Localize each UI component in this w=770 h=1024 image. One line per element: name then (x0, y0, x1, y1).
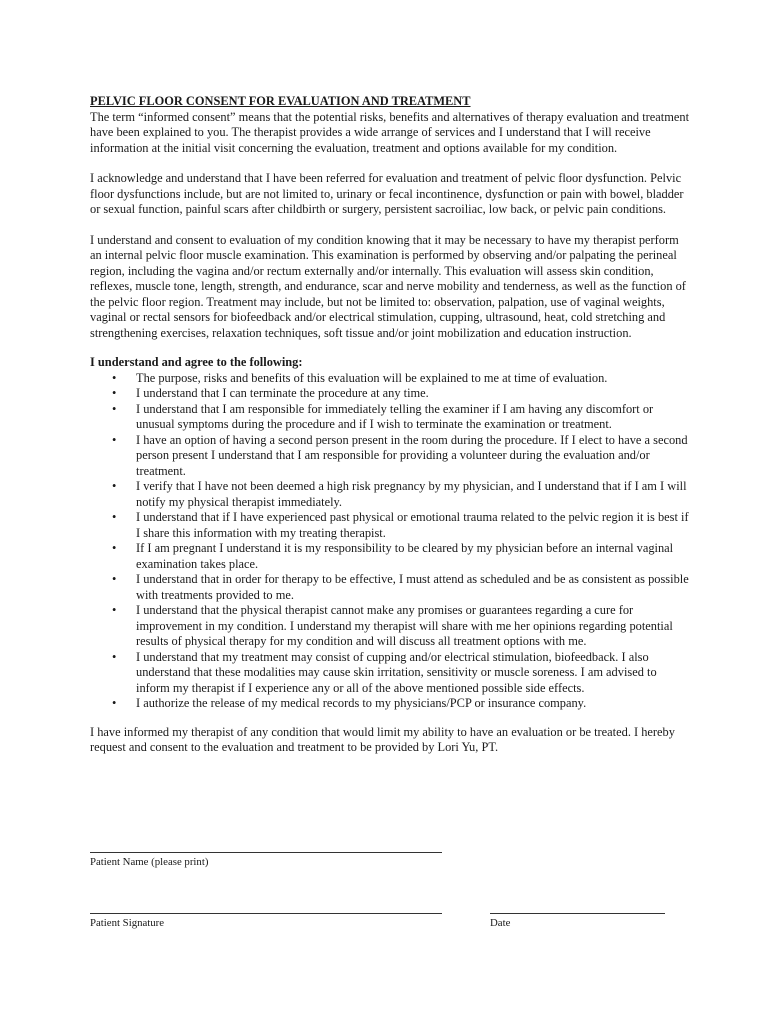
agreement-list (90, 371, 690, 712)
informed-consent-paragraph: The term “informed consent” means that the potential risks, benefits and alternatives of therapy evaluation and treatment have been explained to you. The therapist provides a wide arrange of services and I understand that I will receive information at the initial visit concerning the evaluation, treatment and options available for my condition. (90, 109, 690, 155)
patient-name-line[interactable] (90, 852, 442, 853)
bullet-icon: • (112, 541, 117, 555)
agreement-item-text: I understand that my treatment may consist of cupping and/or electrical stimulation, biofeedback. I also understand that these modalities may cause skin irritation, sensitivity or muscle soreness. I am advised to inform my therapist if I experience any or all of the above mentioned possible side effects. (136, 649, 657, 695)
consent-document (90, 94, 690, 756)
agreement-item-text: I verify that I have not been deemed a high risk pregnancy by my physician, and I understand that if I am I will notify my physical therapist immediately. (136, 479, 687, 509)
agreement-item-text: The purpose, risks and benefits of this evaluation will be explained to me at time of evaluation. (136, 370, 608, 385)
bullet-icon: • (112, 370, 117, 385)
agreement-item (90, 541, 690, 572)
patient-signature-line[interactable] (90, 913, 442, 914)
agreement-item-text: I understand that in order for therapy to be effective, I must attend as scheduled and be as consistent as possible with treatments provided to me. (136, 572, 689, 602)
bullet-icon: • (112, 401, 117, 416)
bullet-icon: • (112, 510, 117, 524)
bullet-icon: • (112, 479, 117, 493)
patient-signature-field[interactable] (90, 913, 442, 930)
agreement-item-text: I understand that I am responsible for immediately telling the examiner if I am having any discomfort or unusual symptoms during the procedure and if I wish to terminate the examination or treatment. (136, 401, 654, 431)
agreement-item (90, 572, 690, 603)
agree-heading: I understand and agree to the following: (90, 355, 303, 369)
bullet-icon: • (112, 386, 117, 400)
date-line[interactable] (490, 913, 665, 914)
bullet-icon: • (112, 432, 117, 447)
agreement-item (90, 433, 690, 480)
agreement-item-text: If I am pregnant I understand it is my responsibility to be cleared by my physician before an internal vaginal examination takes place. (136, 541, 674, 571)
agreement-item (90, 371, 690, 387)
agreement-item (90, 402, 690, 433)
bullet-icon: • (112, 572, 117, 586)
bullet-icon: • (112, 696, 117, 710)
bullet-icon: • (112, 649, 117, 664)
document-title: PELVIC FLOOR CONSENT FOR EVALUATION AND TREATMENT (90, 94, 471, 108)
agreement-item (90, 696, 690, 712)
agreement-item (90, 479, 690, 510)
agreement-item-text: I understand that the physical therapist cannot make any promises or guarantees regarding a cure for improvement in my condition. I understand my therapist will share with me her opinions regarding potential results of physical therapy for my condition and will discuss all treatment options with me. (136, 603, 673, 648)
examination-paragraph: I understand and consent to evaluation of my condition knowing that it may be necessary to have my therapist perform an internal pelvic floor muscle examination. This examination is performed by observing and/or palpating the perineal region, including the vagina and/or rectum externally and/or internally. This evaluation will assess skin condition, reflexes, muscle tone, length, strength, and endurance, scar and nerve mobility and tenderness, as well as the function of the pelvic floor region. Treatment may include, but not be limited to: observation, palpation, use of vaginal weights, vaginal or rectal sensors for biofeedback and/or electrical stimulation, cupping, ultrasound, heat, cold stretching and strengthening exercises, relaxation techniques, soft tissue and/or joint mobilization and education instruction. (90, 232, 686, 340)
patient-name-label: Patient Name (please print) (90, 856, 209, 868)
closing-paragraph: I have informed my therapist of any condition that would limit my ability to have an evaluation or be treated. I hereby request and consent to the evaluation and treatment to be provided by Lori Yu, PT. (90, 724, 675, 754)
agreement-item-text: I authorize the release of my medical records to my physicians/PCP or insurance company. (136, 696, 587, 710)
bullet-icon: • (112, 603, 117, 617)
agreement-item (90, 603, 690, 650)
patient-name-field[interactable] (90, 852, 442, 869)
referral-paragraph: I acknowledge and understand that I have been referred for evaluation and treatment of pelvic floor dysfunction. Pelvic floor dysfunctions include, but are not limited to, urinary or fecal incontinence, dysfunction or pain with bowel, bladder or sexual function, painful scars after childbirth or surgery, persistent sacroiliac, low back, or pelvic pain conditions. (90, 171, 684, 216)
agreement-item (90, 386, 690, 402)
agreement-item (90, 510, 690, 541)
date-label: Date (490, 917, 511, 929)
agreement-item (90, 650, 690, 697)
date-field[interactable] (490, 913, 665, 930)
patient-signature-label: Patient Signature (90, 917, 165, 929)
agreement-item-text: I understand that if I have experienced past physical or emotional trauma related to the pelvic region it is best if I share this information with my treating therapist. (136, 510, 689, 540)
agreement-item-text: I have an option of having a second person present in the room during the procedure. If I elect to have a second person present I understand that I am responsible for providing a volunteer during the evaluation and/or treatment. (136, 432, 688, 478)
agreement-item-text: I understand that I can terminate the procedure at any time. (136, 386, 429, 400)
